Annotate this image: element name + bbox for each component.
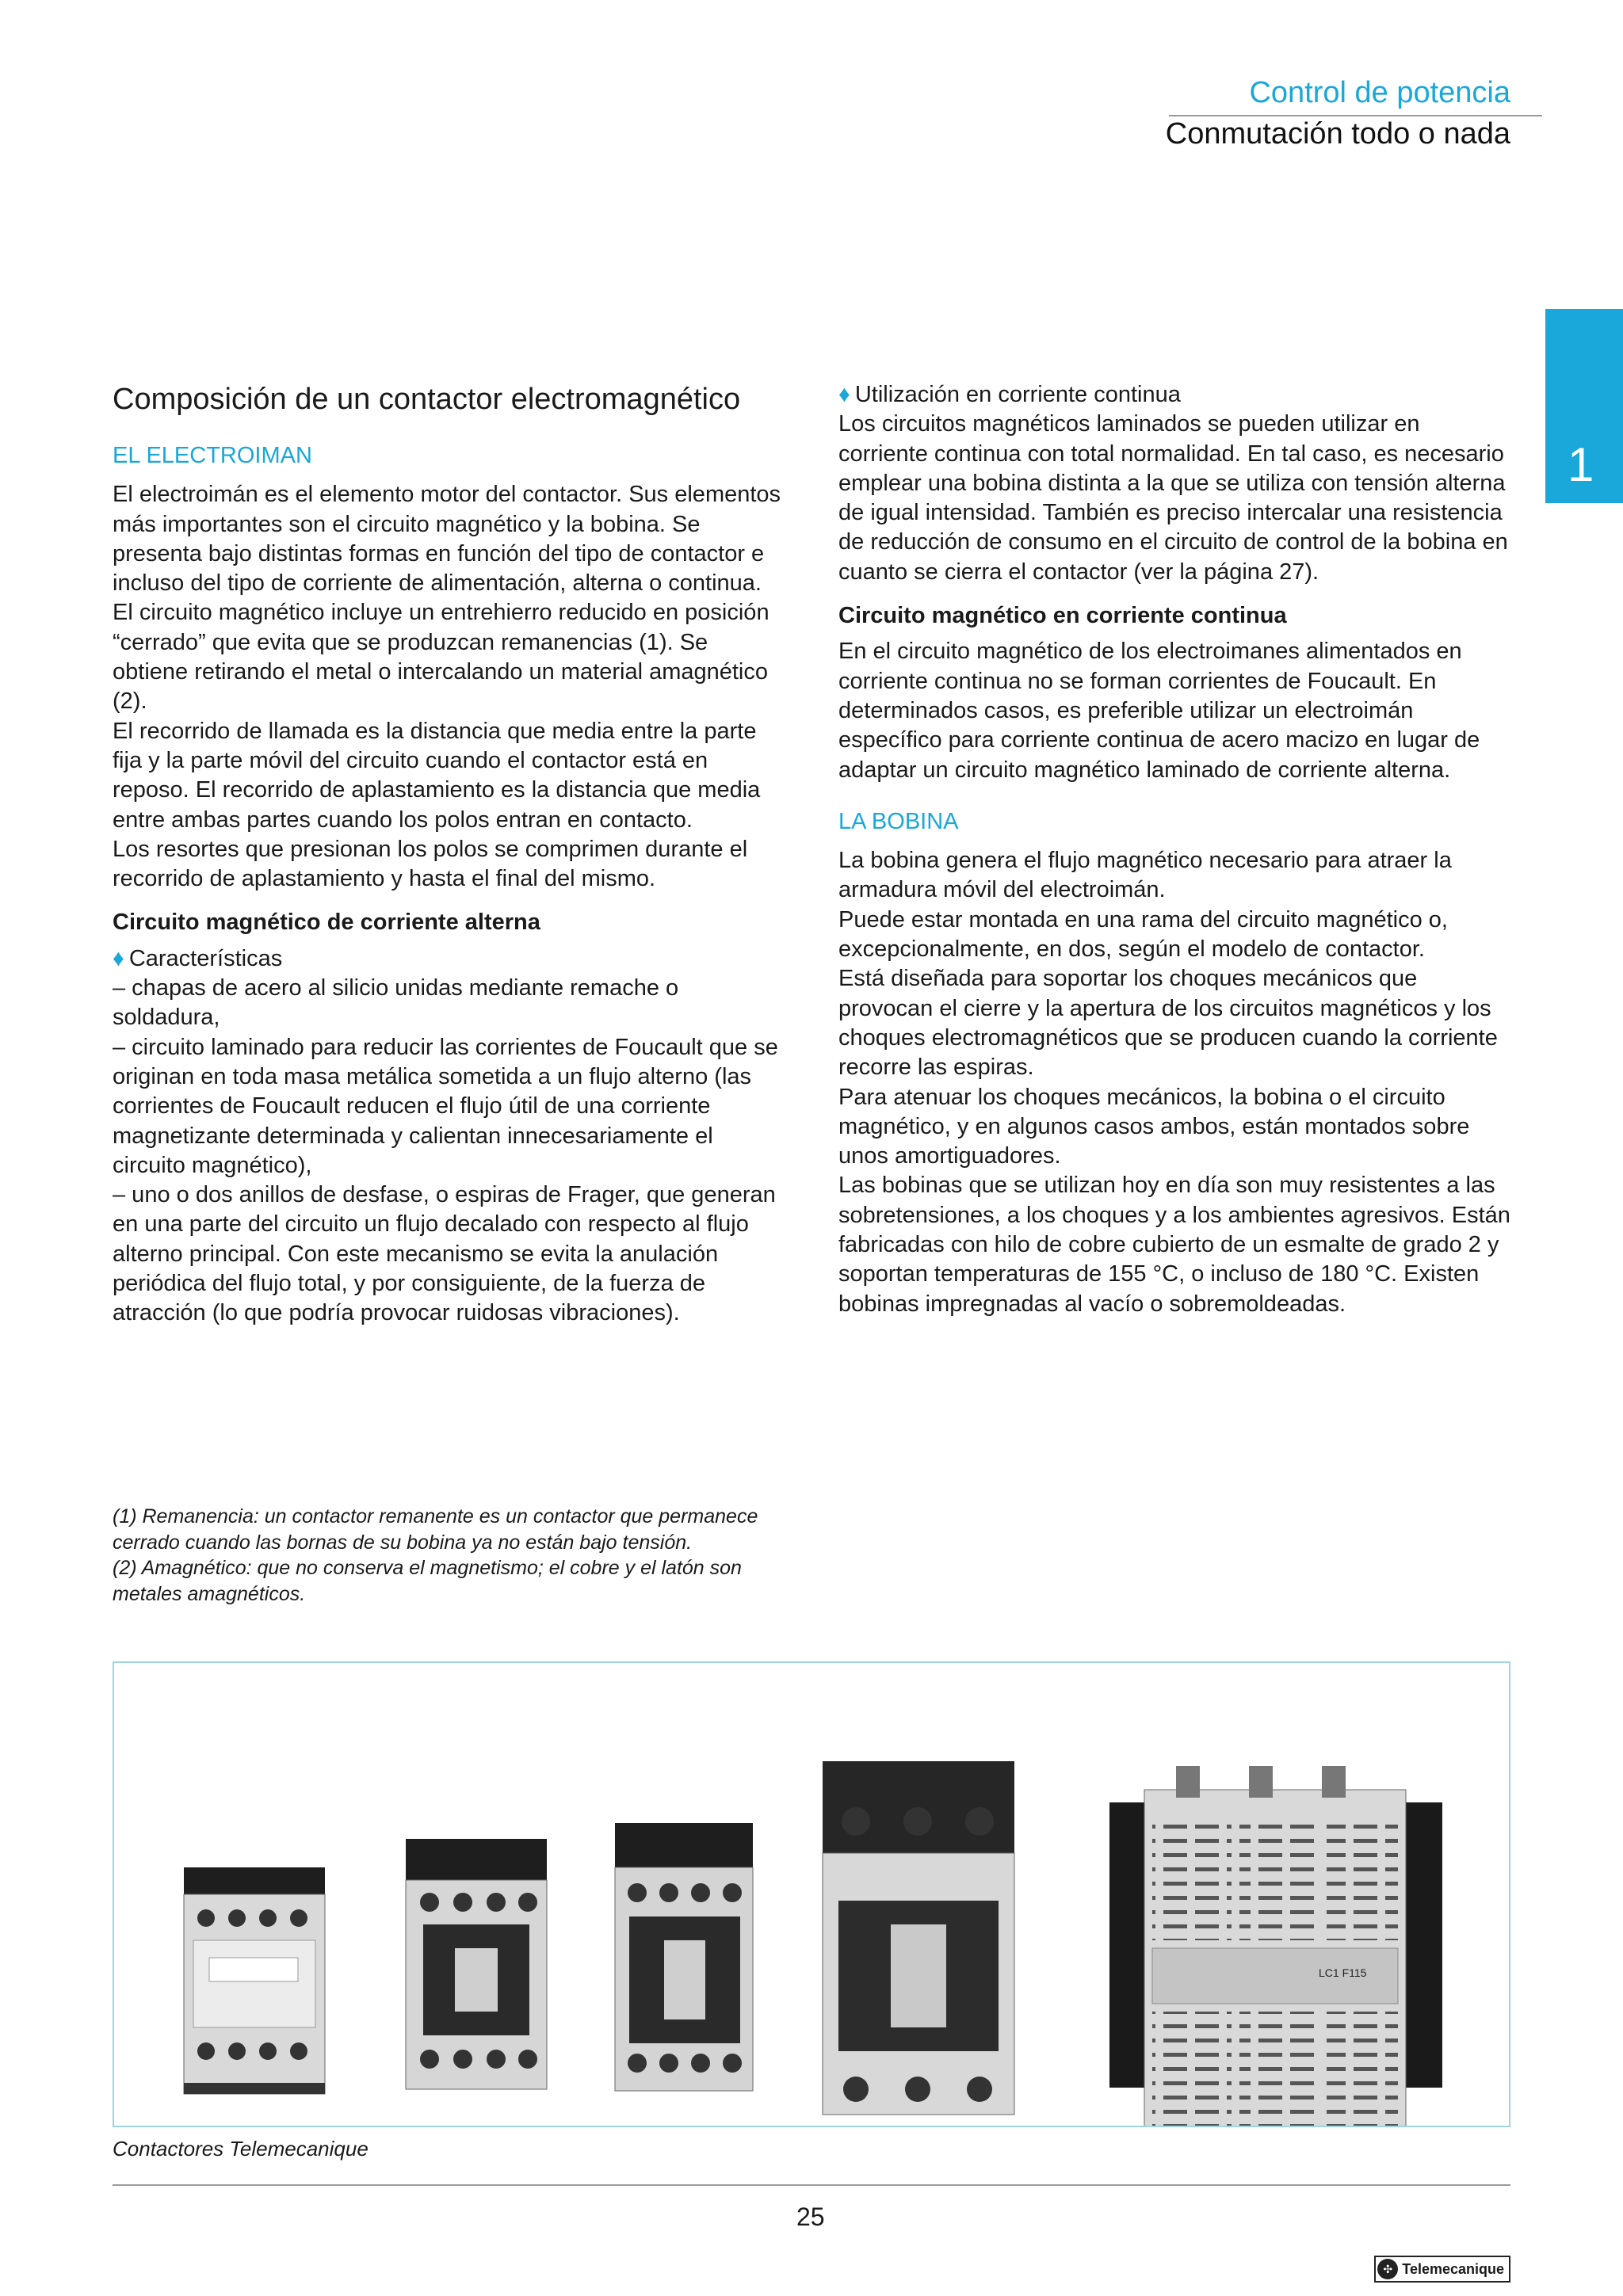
header-subsection-title: Conmutación todo o nada bbox=[1165, 117, 1510, 151]
section-heading-electroiman: EL ELECTROIMAN bbox=[113, 443, 312, 468]
diamond-bullet-icon: ♦ bbox=[113, 945, 124, 971]
contactors-photo bbox=[114, 1663, 1509, 2126]
contactors-figure bbox=[113, 1661, 1510, 2127]
contactor-photo-4 bbox=[823, 1761, 1014, 2115]
paragraph: Las bobinas que se utilizan hoy en día son muy resistentes a las sobretensiones, a los choques y a los ambientes agresivos. Están fabricadas con hilo de cobre cubierto de un esmalte de grado 2 y soportan temperaturas de 155 °C, o incluso de 180 °C. Existen bobinas impregnadas al vacío o sobremoldeadas. bbox=[838, 1173, 1510, 1317]
contactor-photo-3 bbox=[615, 1823, 753, 2091]
paragraph: Los resortes que presionan los polos se comprimen durante el recorrido de aplastamiento y hasta el final del mismo. bbox=[113, 836, 748, 892]
footnote: (1) Remanencia: un contactor remanente es un contactor que permanece cerrado cuando las bornas de su bobina ya no están bajo tensión. bbox=[113, 1505, 758, 1554]
paragraph: Está diseñada para soportar los choques mecánicos que provocan el cierre y la apertura de los circuitos magnéticos y los choques electromagnéticos que se producen cuando la corriente recorre las espiras. bbox=[838, 966, 1498, 1081]
list-item: – uno o dos anillos de desfase, o espiras de Frager, que generan en una parte del circuito un flujo decalado con respecto al flujo alterno principal. Con este mecanismo se evita la anulación periódica del flujo total, y por consiguiente, de la fuerza de atracción (lo que podría provocar ruidosas vibraciones). bbox=[113, 1182, 776, 1326]
paragraph: En el circuito magnético de los electroimanes alimentados en corriente continua no se forman corrientes de Foucault. En determinados casos, es preferible utilizar un electroimán específico para corriente continua de acero macizo en lugar de adaptar un circuito magnético laminado de corriente alterna. bbox=[838, 639, 1480, 783]
paragraph: El electroimán es el elemento motor del contactor. Sus elementos más importantes son el circuito magnético y la bobina. Se presenta bajo distintas formas en función del tipo de contactor e incluso del tipo de corriente de alimentación, alterna o continua. bbox=[113, 482, 781, 597]
paragraph: Puede estar montada en una rama del circuito magnético o, excepcionalmente, en dos, según el modelo de contactor. bbox=[838, 906, 1448, 963]
bullet-heading-label: Utilización en corriente continua bbox=[854, 382, 1181, 407]
bullet-heading-label: Características bbox=[128, 945, 283, 971]
footnotes bbox=[113, 1504, 810, 1607]
telemecanique-logo-icon: ✣ bbox=[1377, 2259, 1398, 2279]
subheading-dc-circuit: Circuito magnético en corriente continua bbox=[838, 603, 1287, 629]
paragraph: El circuito magnético incluye un entrehierro reducido en posición “cerrado” que evita que se produzcan remanencias (1). Se obtiene retirando el metal o intercalando un material amagnético (2). bbox=[113, 600, 769, 715]
contactor-model-label: LC1 F115 bbox=[1319, 1966, 1367, 1979]
bullet-heading bbox=[838, 380, 1512, 410]
section-heading-bobina: LA BOBINA bbox=[838, 808, 959, 834]
page-title: Composición de un contactor electromagnético bbox=[113, 383, 741, 416]
page-number: 25 bbox=[796, 2203, 825, 2231]
footer-divider bbox=[113, 2184, 1510, 2186]
right-column bbox=[838, 380, 1512, 1319]
chapter-tab-number: 1 bbox=[1568, 438, 1594, 491]
figure-caption: Contactores Telemecanique bbox=[113, 2137, 369, 2161]
contactor-photo-5 bbox=[1109, 1766, 1442, 2126]
header-section-title: Control de potencia bbox=[1249, 76, 1510, 109]
chapter-tab bbox=[1545, 309, 1623, 503]
paragraph: El recorrido de llamada es la distancia que media entre la parte fija y la parte móvil del circuito cuando el contactor está en reposo. El recorrido de aplastamiento es la distancia que media entre ambas partes cuando los polos entran en contacto. bbox=[113, 718, 761, 833]
paragraph: Para atenuar los choques mecánicos, la bobina o el circuito magnético, y en algunos casos ambos, están montados sobre unos amortiguadores. bbox=[838, 1084, 1470, 1169]
brand-name: Telemecanique bbox=[1402, 2260, 1504, 2277]
paragraph: Los circuitos magnéticos laminados se pueden utilizar en corriente continua con total normalidad. En tal caso, es necesario emplear una bobina distinta a la que se utiliza con tensión alterna de igual intensidad. También es preciso intercalar una resistencia de reducción de consumo en el circuito de control de la bobina en cuanto se cierra el contactor (ver la página 27). bbox=[838, 411, 1508, 585]
left-column bbox=[113, 380, 786, 1329]
subheading-ac-circuit: Circuito magnético de corriente alterna bbox=[113, 910, 540, 936]
diamond-bullet-icon: ♦ bbox=[838, 382, 850, 407]
header-divider bbox=[1169, 115, 1542, 116]
paragraph: La bobina genera el flujo magnético necesario para atraer la armadura móvil del electroimán. bbox=[838, 848, 1452, 903]
brand-logo bbox=[1374, 2256, 1510, 2283]
list-item: – circuito laminado para reducir las corrientes de Foucault que se originan en toda masa metálica sometida a un flujo alterno (las corrientes de Foucault reducen el flujo útil de una corriente magnetizante determinada y calientan innecesariamente el circuito magnético), bbox=[113, 1034, 778, 1178]
bullet-heading bbox=[113, 944, 786, 974]
list-item: – chapas de acero al silicio unidas mediante remache o soldadura, bbox=[113, 975, 679, 1031]
contactor-photo-1 bbox=[184, 1867, 325, 2094]
contactor-photo-2 bbox=[406, 1839, 547, 2089]
footnote: (2) Amagnético: que no conserva el magnetismo; el cobre y el latón son metales amagnéticos. bbox=[113, 1557, 742, 1605]
